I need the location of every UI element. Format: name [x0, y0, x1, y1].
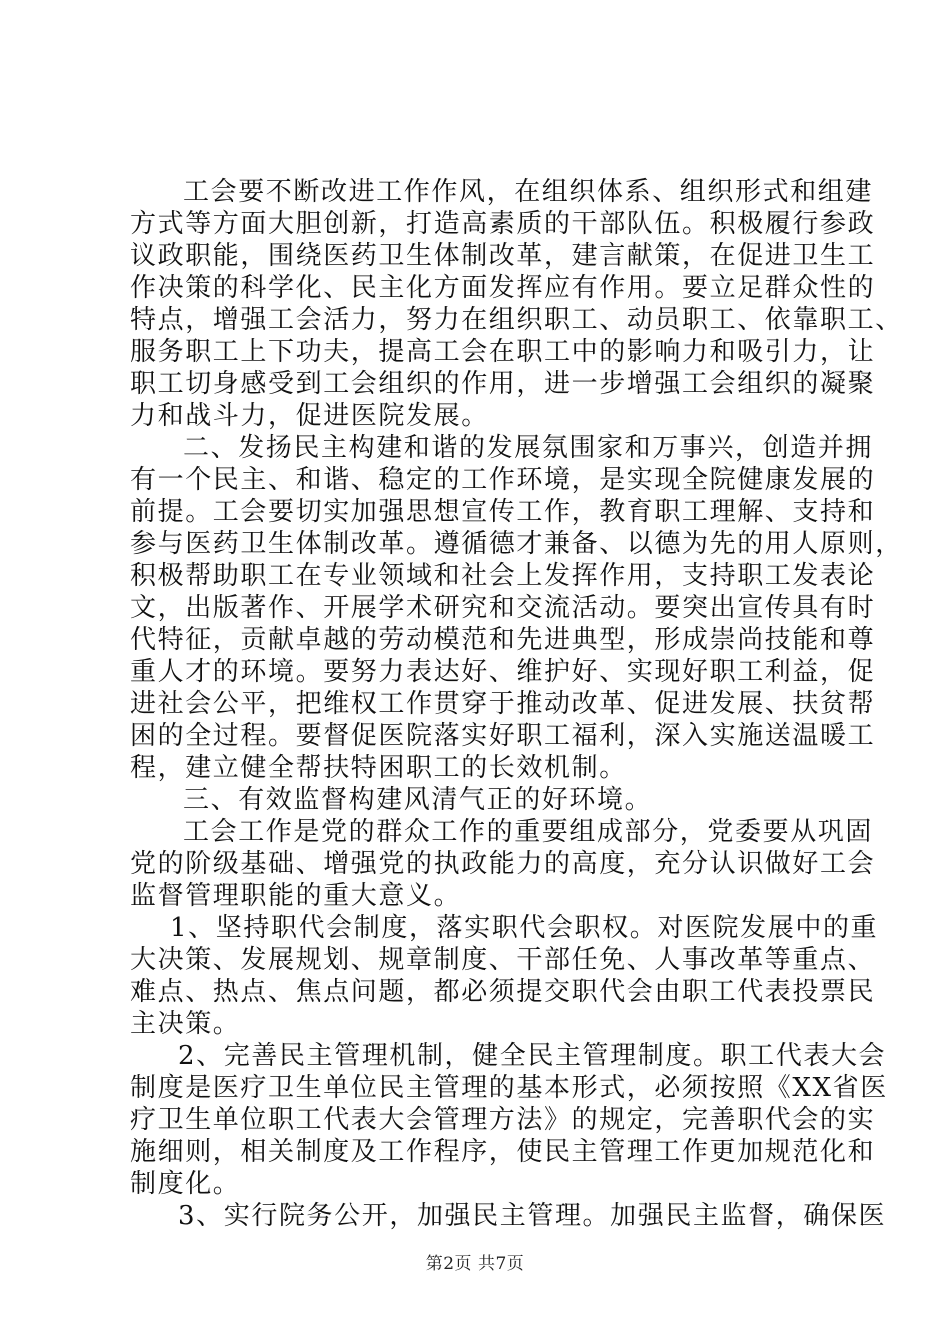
text-line: 前提。工会要切实加强思想宣传工作，教育职工理解、支持和: [130, 497, 876, 527]
section-heading: 三、有效监督构建风清气正的好环境。: [183, 785, 653, 815]
text-line: 党的阶级基础、增强党的执政能力的高度，充分认识做好工会: [130, 849, 876, 879]
text-line: 工会要不断改进工作作风，在组织体系、组织形式和组建: [183, 177, 874, 207]
text-line: 监督管理职能的重大意义。: [130, 881, 462, 911]
text-line: 难点、热点、焦点问题，都必须提交职代会由职工代表投票民: [130, 977, 876, 1007]
text-line: 困的全过程。要督促医院落实好职工福利，深入实施送温暖工: [130, 721, 876, 751]
text-line: 职工切身感受到工会组织的作用，进一步增强工会组织的凝聚: [130, 369, 876, 399]
text-line: 3、实行院务公开，加强民主管理。加强民主监督，确保医: [178, 1201, 887, 1231]
text-line: 服务职工上下功夫，提高工会在职工中的影响力和吸引力，让: [130, 337, 876, 367]
text-line: 特点，增强工会活力，努力在组织职工、动员职工、依靠职工、: [130, 305, 903, 335]
text-line: 2、完善民主管理机制，健全民主管理制度。职工代表大会: [178, 1041, 887, 1071]
text-line: 主决策。: [130, 1009, 241, 1039]
text-line: 有一个民主、和谐、稳定的工作环境，是实现全院健康发展的: [130, 465, 876, 495]
text-line: 积极帮助职工在专业领域和社会上发挥作用，支持职工发表论: [130, 561, 876, 591]
text-line: 议政职能，围绕医药卫生体制改革，建言献策，在促进卫生工: [130, 241, 876, 271]
text-line: 参与医药卫生体制改革。遵循德才兼备、以德为先的用人原则，: [130, 529, 903, 559]
text-line: 作决策的科学化、民主化方面发挥应有作用。要立足群众性的: [130, 273, 876, 303]
text-line: 力和战斗力，促进医院发展。: [130, 401, 489, 431]
text-line: 制度是医疗卫生单位民主管理的基本形式，必须按照《XX省医: [130, 1073, 888, 1103]
text-line: 1、坚持职代会制度，落实职代会职权。对医院发展中的重: [170, 913, 879, 943]
text-line: 大决策、发展规划、规章制度、干部任免、人事改革等重点、: [130, 945, 876, 975]
text-line: 程，建立健全帮扶特困职工的长效机制。: [130, 753, 627, 783]
text-line: 制度化。: [130, 1169, 241, 1199]
text-line: 进社会公平，把维权工作贯穿于推动改革、促进发展、扶贫帮: [130, 689, 876, 719]
text-line: 方式等方面大胆创新，打造高素质的干部队伍。积极履行参政: [130, 209, 876, 239]
text-line: 工会工作是党的群众工作的重要组成部分，党委要从巩固: [183, 817, 874, 847]
text-line: 文，出版著作、开展学术研究和交流活动。要突出宣传具有时: [130, 593, 876, 623]
text-line: 重人才的环境。要努力表达好、维护好、实现好职工利益，促: [130, 657, 876, 687]
page-footer: 第2页 共7页: [425, 1254, 525, 1274]
text-line: 疗卫生单位职工代表大会管理方法》的规定，完善职代会的实: [130, 1105, 876, 1135]
text-line: 二、发扬民主构建和谐的发展氛围家和万事兴，创造并拥: [183, 433, 874, 463]
text-line: 施细则，相关制度及工作程序，使民主管理工作更加规范化和: [130, 1137, 876, 1167]
text-line: 代特征，贡献卓越的劳动模范和先进典型，形成崇尚技能和尊: [130, 625, 876, 655]
